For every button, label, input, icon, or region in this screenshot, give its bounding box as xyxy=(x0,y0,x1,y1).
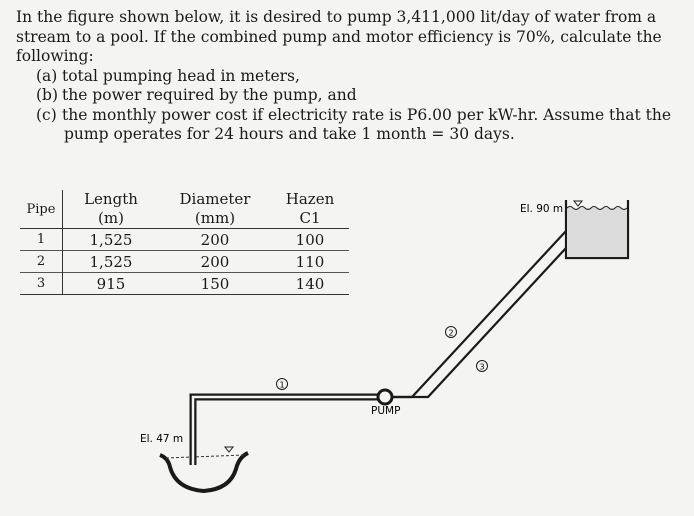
item-label: (b) xyxy=(36,86,59,104)
cell-diameter: 150 xyxy=(159,273,271,295)
header-pipe: Pipe xyxy=(20,190,63,229)
cell-length: 1,525 xyxy=(63,251,160,273)
pump-icon xyxy=(378,390,392,404)
pipe-2-marker-number: 2 xyxy=(448,328,454,338)
stream-elevation-label: El. 47 m xyxy=(140,433,184,445)
header-hazen-unit: C1 xyxy=(299,209,321,227)
cell-length: 915 xyxy=(63,273,160,295)
cell-diameter: 200 xyxy=(200,230,230,249)
pipe-1-marker-number: 1 xyxy=(279,380,285,390)
pipe-3 xyxy=(392,248,566,397)
item-text: the power required by the pump, and xyxy=(62,86,357,104)
pool-elevation-label: El. 90 m xyxy=(520,203,564,215)
cell-hazen: 100 xyxy=(295,230,325,249)
header-diameter-name: Diameter xyxy=(179,190,251,208)
pipe-3-marker-number: 3 xyxy=(479,362,485,372)
pipe-2 xyxy=(392,231,566,397)
cell-diameter: 200 xyxy=(159,251,271,273)
cell-pipe: 2 xyxy=(20,251,63,273)
cell-hazen: 140 xyxy=(271,273,349,295)
header-hazen-name: Hazen xyxy=(285,190,335,208)
pool-water xyxy=(567,208,627,257)
pump-label: PUMP xyxy=(371,405,401,417)
cell-length: 1,525 xyxy=(89,230,133,249)
header-diameter-unit: (mm) xyxy=(194,209,236,227)
pool xyxy=(520,200,628,258)
cell-hazen: 110 xyxy=(271,251,349,273)
header-length-name: Length xyxy=(84,190,138,208)
cell-pipe: 1 xyxy=(20,229,63,251)
item-text: the monthly power cost if electricity rate is P6.00 per kW-hr. Assume that the pump operates for 24 hours and take 1 month = 30 days. xyxy=(62,105,672,143)
water-level-icon xyxy=(574,201,582,206)
item-label: (a) xyxy=(36,66,58,85)
stream-water-surface xyxy=(166,455,244,458)
item-text: total pumping head in meters, xyxy=(62,66,300,85)
water-level-icon xyxy=(225,447,233,452)
cell-pipe: 3 xyxy=(20,273,63,295)
item-label: (c) xyxy=(36,105,57,124)
problem-intro: In the figure shown below, it is desired to pump 3,411,000 lit/day of water from a stream to a pool. If the combined pump and motor efficiency is 70%, calculate the following: xyxy=(16,8,662,65)
pipe-1 xyxy=(193,379,378,466)
header-length-unit: (m) xyxy=(98,209,124,227)
stream-bed xyxy=(160,453,248,491)
